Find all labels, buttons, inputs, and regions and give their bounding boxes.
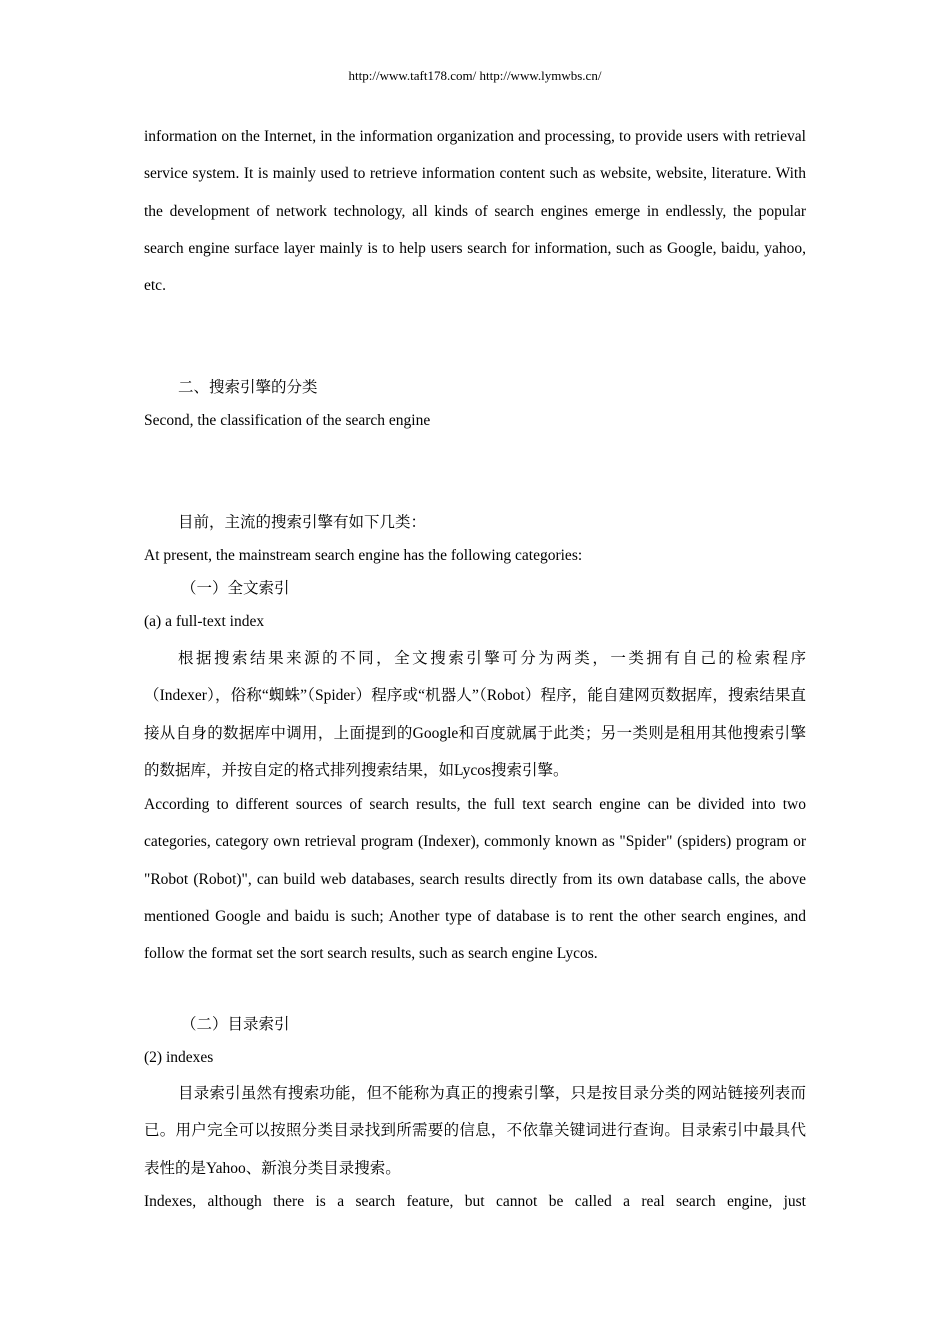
directory-paragraph-zh: 目录索引虽然有搜索功能，但不能称为真正的搜索引擎，只是按目录分类的网站链接列表而已。用户完全可以按照分类目录找到所需要的信息，不依靠关键词进行查询。目录索引中最具代表性的是Yahoo、新浪分类目录搜索。 bbox=[144, 1085, 806, 1177]
intro-paragraph: information on the Internet, in the information organization and processing, to provide users with retrieval service system. It is mainly used to retrieve information content such as website, website, literature. With the development of network technology, all kinds of search engines emerge in endlessly, the popular search engine surface layer mainly is to help users search for information, such as Google, baidu, yahoo, etc. bbox=[144, 128, 806, 295]
page-header-urls: http://www.taft178.com/ http://www.lymwbs.cn/ bbox=[348, 68, 602, 83]
categories-block bbox=[144, 506, 806, 638]
directory-heading-en: (2) indexes bbox=[144, 1049, 214, 1066]
section-heading-block bbox=[144, 371, 806, 437]
section-heading-zh: 二、搜索引擎的分类 bbox=[178, 379, 318, 396]
section-heading-en: Second, the classification of the search engine bbox=[144, 412, 431, 429]
full-text-paragraph-en: According to different sources of search results, the full text search engine can be divided into two categories, category own retrieval program (Indexer), commonly known as "Spider" (spiders) program or "Robot (Robot)", can build web databases, search results directly from its own database calls, the above mentioned Google and baidu is such; Another type of database is to rent the other search engines, and follow the format set the sort search results, such as search engine Lycos. bbox=[144, 796, 806, 963]
directory-paragraph-en-block bbox=[144, 1183, 806, 1220]
directory-paragraph-en: Indexes, although there is a search feature, but cannot be called a real search engine, just bbox=[144, 1193, 806, 1210]
categories-intro-zh: 目前，主流的搜索引擎有如下几类： bbox=[178, 514, 427, 531]
intro-paragraph-block bbox=[144, 118, 806, 304]
directory-heading-block bbox=[144, 1008, 806, 1074]
full-text-heading-zh: （一）全文索引 bbox=[181, 580, 290, 597]
categories-intro-en: At present, the mainstream search engine has the following categories: bbox=[144, 547, 583, 564]
full-text-paragraph-en-block bbox=[144, 786, 806, 972]
directory-paragraph-zh-block bbox=[144, 1075, 806, 1187]
full-text-paragraph-zh-block bbox=[144, 640, 806, 789]
directory-heading-zh: （二）目录索引 bbox=[181, 1016, 290, 1033]
full-text-heading-en: (a) a full-text index bbox=[144, 613, 265, 630]
full-text-paragraph-zh: 根据搜索结果来源的不同，全文搜索引擎可分为两类，一类拥有自己的检索程序（Indexer），俗称“蜘蛛”（Spider）程序或“机器人”（Robot）程序，能自建网页数据库，搜索结果直接从自身的数据库中调用，上面提到的Google和百度就属于此类；另一类则是租用其他搜索引擎的数据库，并按自定的格式排列搜索结果，如Lycos搜索引擎。 bbox=[144, 650, 806, 779]
